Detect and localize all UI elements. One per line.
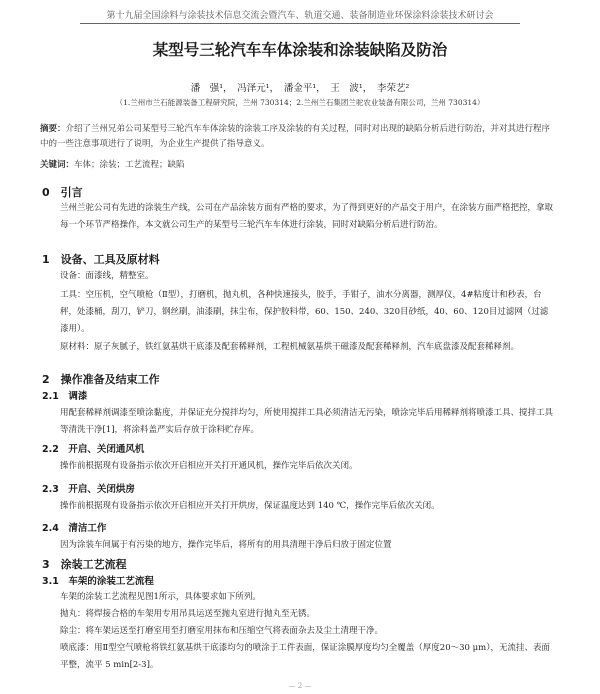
- affiliations: （1.兰州市兰石能源装备工程研究院，兰州 730314；2.兰州兰石集团兰驼农业装备有限公司，兰州 730314）: [115, 98, 485, 107]
- paragraph-cleaning: 因为涂装车间属于有污染的地方，操作完毕后，将所有的用具清理干净后归放于固定位置: [60, 540, 392, 550]
- paragraph-tools: 工具：空压机，空气喷枪（Ⅱ型），打磨机，抛丸机，各种快速接头，胶手，手钳子，油水分离器，测厚仪，4#粘度计和秒表，台秤，处漆桶，刮刀，铲刀，钢丝刷，油漆刷，抹尘布，保护胶料带，60、150、240、320目砂纸，40、60、120目过滤网（过滤漆用）。: [60, 290, 549, 334]
- paragraph-materials: 原材料：原子灰腻子，铁红氨基烘干底漆及配套稀释剂，工程机械氨基烘干磁漆及配套稀释剂，汽车底盘漆及配套稀释剂。: [60, 342, 520, 352]
- running-header: 第十九届全国涂料与涂装技术信息交流会暨汽车、轨道交通、装备制造业环保涂料涂装技术研讨会: [106, 11, 494, 21]
- abstract: [40, 122, 555, 152]
- section-heading-introduction: 0 引言: [42, 186, 83, 199]
- paragraph-equipment: 设备：面漆线，精整室。: [60, 271, 154, 281]
- section-heading-preparation: 2 操作准备及结束工作: [42, 373, 160, 386]
- paragraph-primer: 喷底漆：用Ⅱ型空气喷枪将铁红氨基烘干底漆均匀的喷涂于工件表面，保证涂膜厚度均匀全覆盖（厚度20～30 μm），无流挂、表面平整，流平 5 min[2-3]。: [60, 643, 550, 670]
- paragraph-introduction: 兰州兰驼公司有先进的涂装生产线，公司在产品涂装方面有严格的要求，为了得到更好的产品交于用户，在涂装方面严格把控，拿取每一个环节严格操作，本文就公司生产的某型号三轮汽车车体进行涂装，同时对缺陷分析后进行防治。: [60, 203, 554, 230]
- keywords-label: 关键词：: [40, 160, 75, 170]
- paper-title: 某型号三轮汽车车体涂装和涂装缺陷及防治: [152, 41, 448, 59]
- paragraph-oven: 操作前根据现有设备指示依次开启相应开关打开烘房，保证温度达到 140 ℃，操作完毕后依次关闭。: [60, 501, 440, 511]
- subsection-heading-oven: 2.3 开启、关闭烘房: [42, 484, 135, 495]
- subsection-heading-paint-mixing: 2.1 调漆: [42, 391, 88, 402]
- paragraph-ventilation: 操作前根据现有设备指示依次开启相应开关打开通风机，操作完毕后依次关闭。: [60, 461, 358, 471]
- paragraph-shot-blasting: 抛丸：将焊接合格的车架用专用吊具运送至抛丸室进行抛丸至无锈。: [60, 609, 316, 619]
- paragraph-frame-intro: 车架的涂装工艺流程见图1所示，具体要求如下所列。: [60, 592, 261, 602]
- header-rule: [80, 23, 520, 24]
- author-list: 潘 强¹， 冯泽元¹， 潘金平¹， 王 波¹， 李荣艺²: [190, 83, 410, 94]
- subsection-heading-ventilation: 2.2 开启、关闭通风机: [42, 444, 145, 455]
- paragraph-paint-mixing: 用配套稀释剂调漆至喷涂黏度，并保证充分搅拌均匀，所使用搅拌工具必须清洁无污染，喷涂完毕后用稀释剂将喷漆工具、搅拌工具等清洗干净[1]，将涂料盖严实后存放于涂料贮存库。: [60, 408, 554, 435]
- abstract-label: 摘要：: [40, 124, 66, 134]
- page-number: — 2 —: [288, 682, 312, 690]
- subsection-heading-frame-process: 3.1 车架的涂装工艺流程: [42, 576, 154, 587]
- subsection-heading-cleaning: 2.4 清洁工作: [42, 523, 107, 534]
- section-heading-process: 3 涂装工艺流程: [42, 558, 127, 571]
- section-heading-equipment: 1 设备、工具及原材料: [42, 253, 160, 266]
- keywords-text: 车体；涂装；工艺流程；缺陷: [74, 160, 185, 170]
- abstract-text: 介绍了兰州兄弟公司某型号三轮汽车车体涂装的涂装工序及涂装的有关过程，同时对出现的缺陷分析后进行防治，并对其进行程序中的一些注意事项进行了说明，为企业生产提供了指导意义。: [40, 124, 551, 149]
- keywords: [40, 158, 555, 170]
- paragraph-dust-removal: 除尘：将车架运送至打磨室用至打磨室用抹布和压缩空气将表面杂去及尘土清理干净。: [60, 626, 384, 636]
